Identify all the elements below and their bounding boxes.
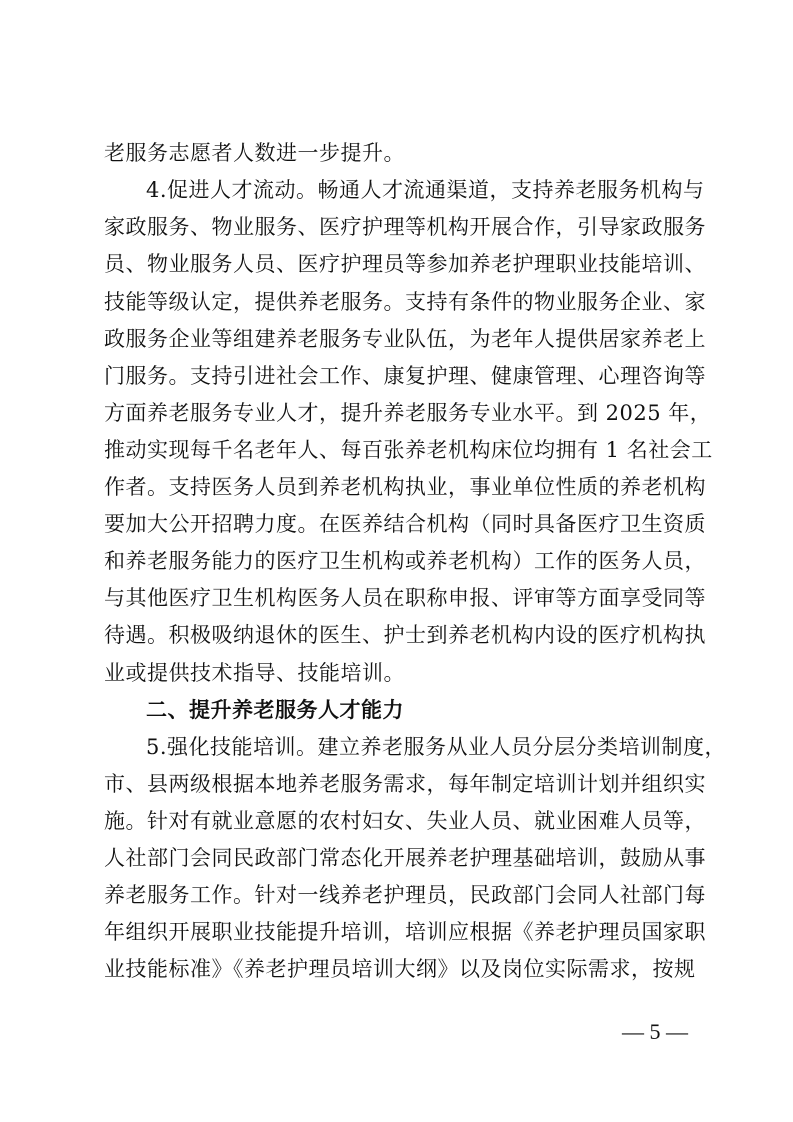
text-line-23: 业技能标准》《养老护理员培训大纲》以及岗位实际需求，按规 bbox=[104, 957, 696, 981]
text-line-11: 要加大公开招聘力度。在医养结合机构（同时具备医疗卫生资质 bbox=[104, 512, 706, 536]
text-line-17: 5.强化技能培训。建立养老服务从业人员分层分类培训制度， bbox=[146, 735, 727, 759]
text-line-15: 业或提供技术指导、技能培训。 bbox=[104, 661, 405, 685]
text-line-7: 门服务。支持引进社会工作、康复护理、健康管理、心理咨询等 bbox=[104, 364, 706, 388]
text-line-13: 与其他医疗卫生机构医务人员在职称申报、评审等方面享受同等 bbox=[104, 586, 706, 610]
text-line-14: 待遇。积极吸纳退休的医生、护士到养老机构内设的医疗机构执 bbox=[104, 623, 706, 647]
text-line-6: 政服务企业等组建养老服务专业队伍，为老年人提供居家养老上 bbox=[104, 327, 706, 351]
text-line-22: 年组织开展职业技能提升培训，培训应根据《养老护理员国家职 bbox=[104, 920, 706, 944]
text-line-8: 方面养老服务专业人才，提升养老服务专业水平。到 2025 年， bbox=[104, 401, 712, 425]
text-line-3: 家政服务、物业服务、医疗护理等机构开展合作，引导家政服务 bbox=[104, 215, 706, 239]
text-line-2: 4.促进人才流动。畅通人才流通渠道，支持养老服务机构与 bbox=[146, 178, 705, 202]
text-line-9: 推动实现每千名老年人、每百张养老机构床位均拥有 1 名社会工 bbox=[104, 438, 713, 462]
text-line-21: 养老服务工作。针对一线养老护理员，民政部门会同人社部门每 bbox=[104, 883, 706, 907]
page-number: — 5 — bbox=[622, 1019, 688, 1044]
text-line-5: 技能等级认定，提供养老服务。支持有条件的物业服务企业、家 bbox=[104, 290, 706, 314]
text-line-1: 老服务志愿者人数进一步提升。 bbox=[104, 141, 405, 165]
text-line-4: 员、物业服务人员、医疗护理员等参加养老护理职业技能培训、 bbox=[104, 252, 706, 276]
text-line-19: 施。针对有就业意愿的农村妇女、失业人员、就业困难人员等， bbox=[104, 809, 706, 833]
text-line-20: 人社部门会同民政部门常态化开展养老护理基础培训，鼓励从事 bbox=[104, 846, 706, 870]
text-line-10: 作者。支持医务人员到养老机构执业，事业单位性质的养老机构 bbox=[104, 475, 706, 499]
text-line-12: 和养老服务能力的医疗卫生机构或养老机构）工作的医务人员， bbox=[104, 549, 706, 573]
text-line-18: 市、县两级根据本地养老服务需求，每年制定培训计划并组织实 bbox=[104, 772, 706, 796]
section-heading: 二、提升养老服务人才能力 bbox=[146, 698, 404, 722]
